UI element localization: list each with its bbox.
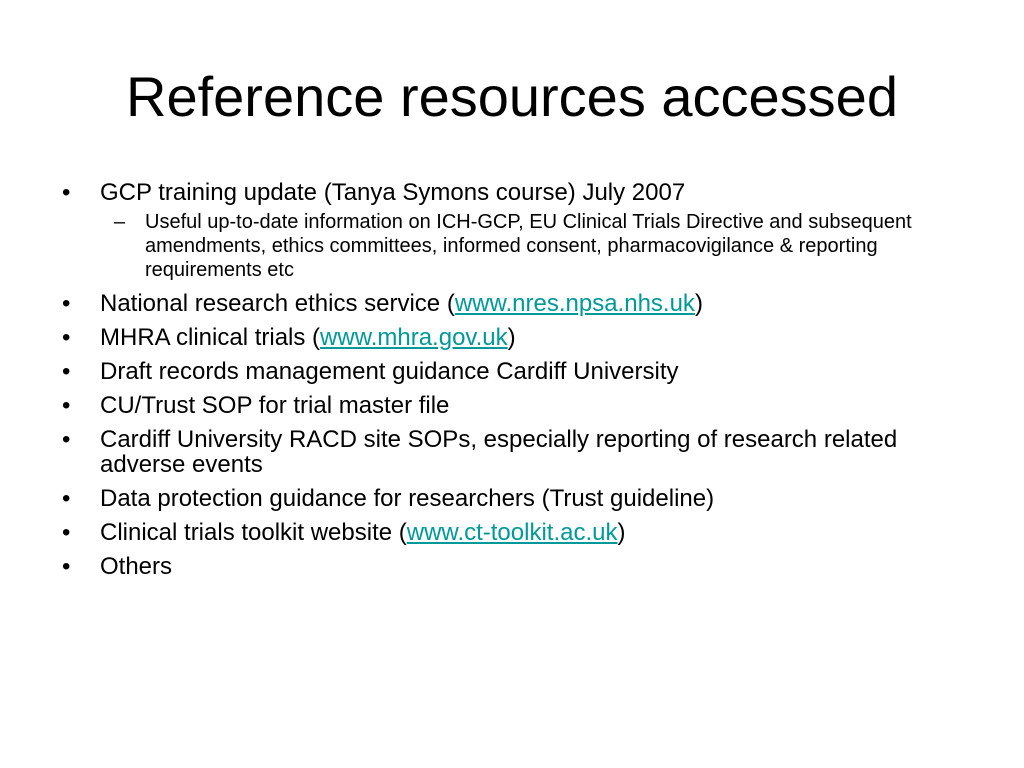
bullet-text: CU/Trust SOP for trial master file (100, 392, 450, 419)
bullet-text-prefix: MHRA clinical trials ( (100, 324, 321, 351)
bullet-item-records-guidance (56, 359, 976, 384)
sub-bullet-text: Useful up-to-date information on ICH-GCP, EU Clinical Trials Directive and subsequent amendments, ethics committees, informed consent, pharmacovigilance & reporting requirements etc (145, 211, 912, 281)
ct-toolkit-link[interactable]: www.ct-toolkit.ac.uk (406, 519, 618, 546)
bullet-text-prefix: National research ethics service ( (100, 290, 455, 317)
bullet-item-gcp-training (56, 180, 976, 282)
bullet-icon: • (62, 358, 71, 385)
bullet-item-data-protection (56, 486, 976, 511)
bullet-text-prefix: Clinical trials toolkit website ( (100, 519, 407, 546)
bullet-item-mhra (56, 325, 976, 350)
dash-icon: – (114, 211, 126, 233)
bullet-list (56, 180, 976, 588)
bullet-item-nres (56, 291, 976, 316)
bullet-text: Data protection guidance for researchers (Trust guideline) (100, 485, 715, 512)
bullet-item-sop-master-file (56, 393, 976, 418)
bullet-text: GCP training update (Tanya Symons course) July 2007 (100, 179, 686, 206)
bullet-icon: • (62, 553, 71, 580)
slide-title: Reference resources accessed (126, 65, 898, 128)
bullet-text: Cardiff University RACD site SOPs, especially reporting of research related adverse events (100, 426, 898, 478)
bullet-icon: • (62, 485, 71, 512)
bullet-item-others (56, 554, 976, 579)
sub-bullet-item (100, 210, 976, 282)
bullet-item-racd-sops (56, 427, 976, 477)
bullet-icon: • (62, 519, 71, 546)
bullet-icon: • (62, 426, 71, 453)
sub-bullet-list (100, 210, 976, 282)
bullet-icon: • (62, 290, 71, 317)
mhra-link[interactable]: www.mhra.gov.uk (320, 324, 508, 351)
bullet-text-suffix: ) (694, 290, 703, 317)
bullet-icon: • (62, 324, 71, 351)
bullet-text: Others (100, 553, 173, 580)
bullet-text: Draft records management guidance Cardiff University (100, 358, 679, 385)
bullet-item-ct-toolkit (56, 520, 976, 545)
nres-link[interactable]: www.nres.npsa.nhs.uk (454, 290, 695, 317)
bullet-text-suffix: ) (507, 324, 516, 351)
bullet-icon: • (62, 392, 71, 419)
bullet-text-suffix: ) (617, 519, 626, 546)
bullet-icon: • (62, 179, 71, 206)
